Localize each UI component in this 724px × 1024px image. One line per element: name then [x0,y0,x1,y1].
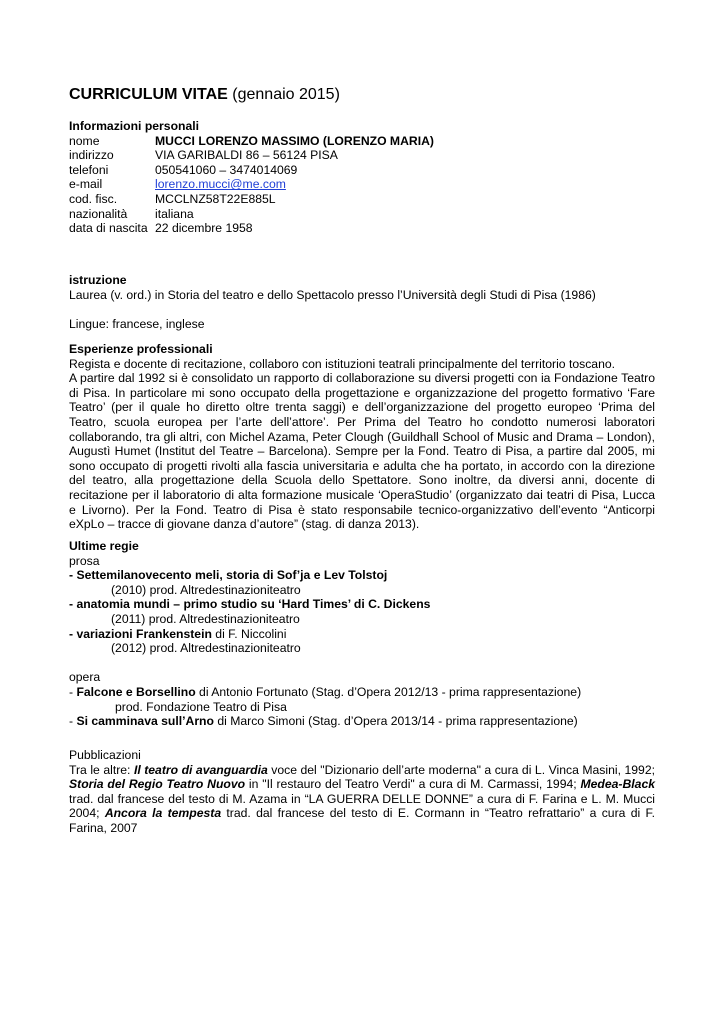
info-value: 22 dicembre 1958 [155,221,253,236]
list-item: - Si camminava sull’Arno di Marco Simoni (Stag. d’Opera 2013/14 - prima rappresentazione) [69,714,578,729]
info-label: indirizzo [69,148,114,163]
info-row-nationality [69,207,655,222]
info-row-address [69,148,655,163]
languages-text: Lingue: francese, inglese [69,316,205,331]
personal-info-section [69,119,655,236]
work-title: Si camminava sull’Arno [76,714,214,729]
work-title: anatomia mundi – primo studio su ‘Hard Times’ di C. Dickens [76,597,431,612]
publication-title: Il teatro di avanguardia [133,762,268,777]
directions-heading: Ultime regie [69,539,139,553]
experience-heading: Esperienze professionali [69,342,213,356]
page-title [69,85,655,105]
list-item: - Falcone e Borsellino di Antonio Fortunato (Stag. d’Opera 2012/13 - prima rappresentazione) [69,684,582,699]
info-label: nome [69,133,100,148]
info-label: e-mail [69,177,103,192]
work-title: Falcone e Borsellino [76,684,196,699]
info-value: VIA GARIBALDI 86 – 56124 PISA [155,148,338,163]
info-row-tax-code [69,192,655,207]
prose-label: prosa [69,553,100,568]
list-item: - Settemilanovecento meli, storia di Sof’ja e Lev Tolstoj [69,568,388,583]
experience-details: A partire dal 1992 si è consolidato un rapporto di collaborazione su diversi progetti con ia Fondazione Teatro di Pisa. In particolare mi sono occupato della progettazione e organizzazione del progetto formativo ‘Fare Teatro’ (per il quale ho diretto oltre trenta saggi) e dell’organizzazione del progetto europeo ‘Prima del Teatro, scuola europea per l’arte dell’attore’. Per Prima del Teatro ho condotto numerosi laboratori collaborando, tra gli altri, con Michel Azama, Peter Clough (Guildhall School of Music and Drama – London), Augustì Humet (Institut del Teatre – Barcelona). Sempre per la Fond. Teatro di Pisa, a partire dal 2005, mi sono occupato di progetti rivolti alla fascia universitaria e adulta che ha portato, in accordo con la direzione del teatro, alla progettazione della Scuola dello Spettatore. Sono inoltre, da diversi anni, docente di recitazione per il laboratorio di alta formazione musicale ‘OperaStudio’ (organizzato dai teatri di Pisa, Lucca e Livorno). Per la Fond. Teatro di Pisa è stato responsabile tecnico-organizzativo dell’evento “Anticorpi eXpLo – tracce di giovane danza d’autore” (stag. di danza 2013). [69,371,655,532]
experience-intro: Regista e docente di recitazione, collaboro con istituzioni teatrali principalmente del territorio toscano. [69,356,616,371]
title-main: CURRICULUM VITAE [69,86,228,103]
publication-title: Storia del Regio Teatro Nuovo [69,777,246,792]
info-label: telefoni [69,162,109,177]
work-detail: (2011) prod. Altredestinazioniteatro [111,611,300,626]
work-detail: prod. Fondazione Teatro di Pisa [115,699,287,714]
personal-info-heading: Informazioni personali [69,119,200,133]
info-value: MCCLNZ58T22E885L [155,191,276,206]
list-item: - anatomia mundi – primo studio su ‘Hard Times’ di C. Dickens [69,597,431,612]
work-detail: (2012) prod. Altredestinazioniteatro [111,641,301,656]
title-date: (gennaio 2015) [232,86,340,103]
info-row-email [69,177,655,192]
info-value: italiana [155,206,194,221]
experience-section [69,342,655,532]
publication-title: Medea-Black [580,777,655,792]
work-detail: (2010) prod. Altredestinazioniteatro [111,582,301,597]
education-heading: istruzione [69,273,127,287]
publications-heading: Pubblicazioni [69,748,141,762]
info-label: nazionalità [69,206,128,221]
work-title: Settemilanovecento meli, storia di Sof’ja e Lev Tolstoj [76,568,388,583]
info-value: 050541060 – 3474014069 [155,162,298,177]
publication-title: Ancora la tempesta [104,806,222,821]
info-label: data di nascita [69,221,148,236]
info-row-phone [69,163,655,178]
info-label: cod. fisc. [69,191,118,206]
info-row-name [69,134,655,149]
opera-label: opera [69,670,101,685]
publications-text: Tra le altre: Il teatro di avanguardia voce del "Dizionario dell’arte moderna" a cura di L. Vinca Masini, 1992; Storia del Regio Teatro Nuovo in "Il restauro del Teatro Verdi" a cura di M. Carmassi, 1994; Medea-Black trad. dal francese del testo di M. Azama in “LA GUERRA DELLE DONNE” a cura di F. Farina e L. M. Mucci 2004; Ancora la tempesta trad. dal francese del testo di E. Cormann in “Teatro refrattario” a cura di F. Farina, 2007 [69,762,655,835]
education-text: Laurea (v. ord.) in Storia del teatro e dello Spettacolo presso l’Università degli Studi di Pisa (1986) [69,287,596,302]
publications-section [69,748,655,836]
list-item: - variazioni Frankenstein di F. Niccolini [69,626,287,641]
info-row-birthdate [69,221,655,236]
education-section [69,273,655,331]
directions-section [69,539,655,729]
email-link[interactable]: lorenzo.mucci@me.com [155,177,286,192]
work-title: variazioni Frankenstein [76,626,212,641]
info-value: MUCCI LORENZO MASSIMO (LORENZO MARIA) [155,133,434,148]
